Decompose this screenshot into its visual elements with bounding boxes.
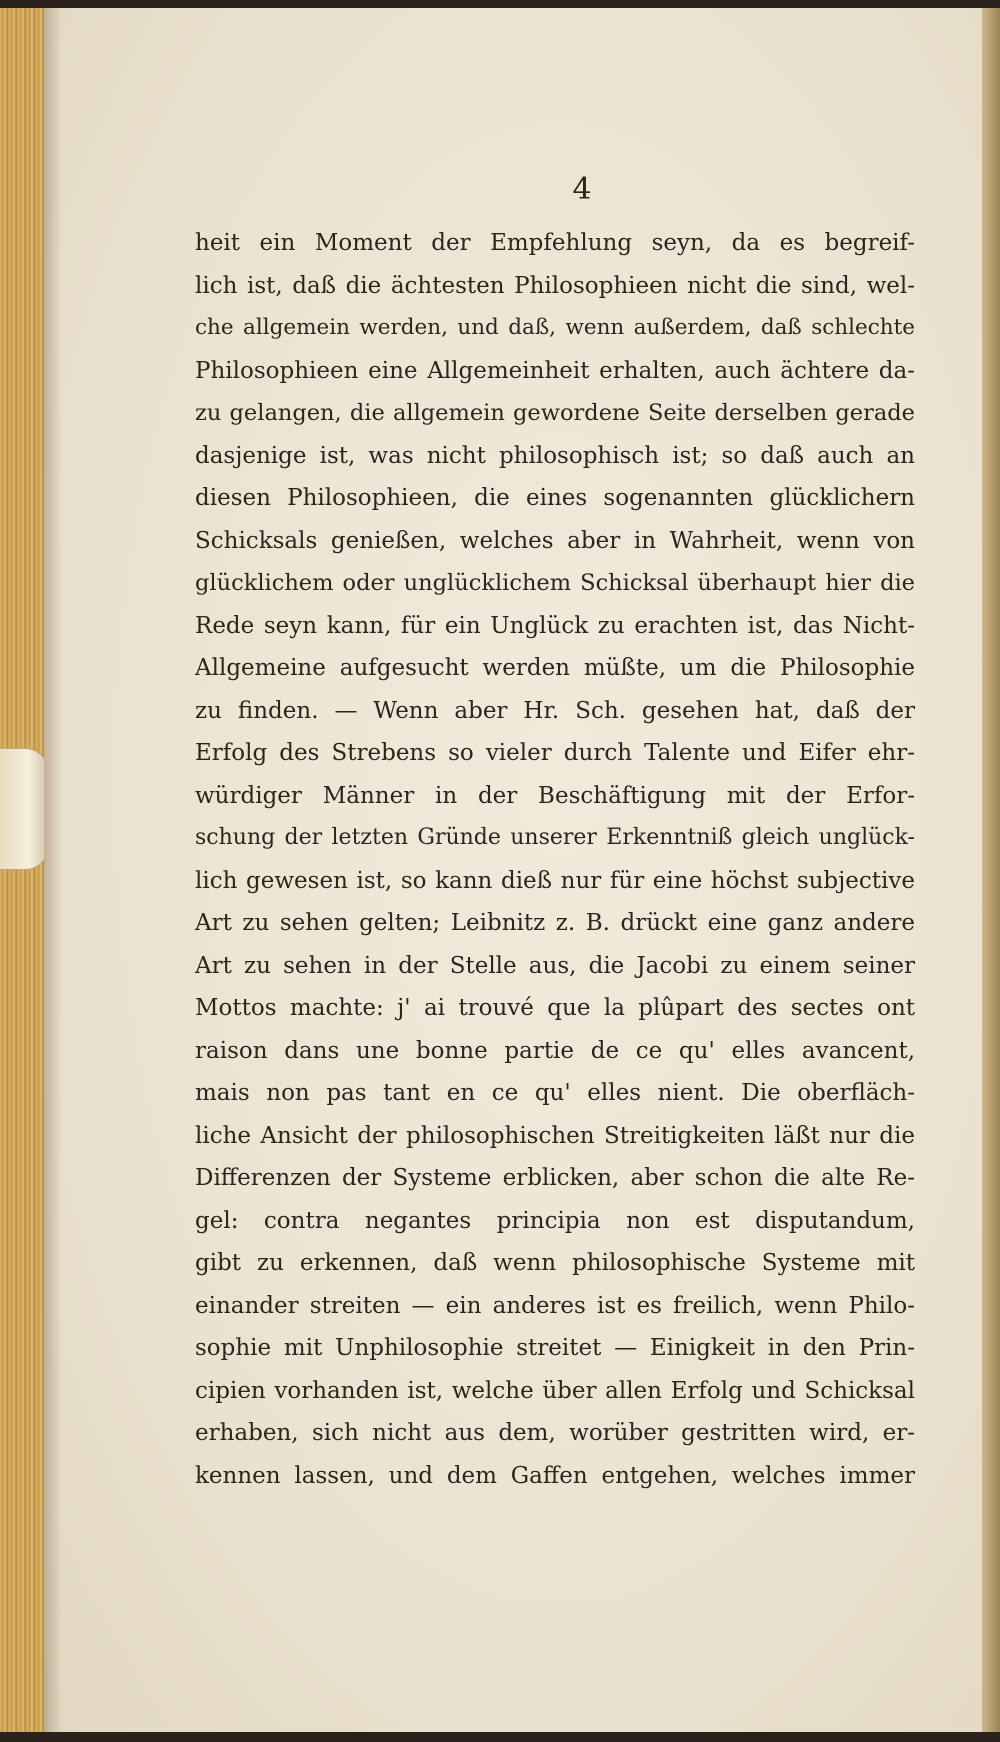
text-line: diesen Philosophieen, die eines sogenannten glücklichern — [195, 485, 915, 511]
text-line: mais non pas tant en ce qu' elles nient. Die oberfläch- — [195, 1080, 915, 1106]
text-line: heit ein Moment der Empfehlung seyn, da es begreif- — [195, 230, 915, 256]
page-clip — [0, 748, 49, 870]
text-line: Erfolg des Strebens so vieler durch Talente und Eifer ehr- — [195, 740, 915, 766]
text-line: zu gelangen, die allgemein gewordene Seite derselben gerade — [195, 400, 915, 426]
book-page-edges — [0, 8, 44, 1732]
text-line: Mottos machte: j' ai trouvé que la plûpart des sectes ont — [195, 995, 915, 1021]
text-line: Schicksals genießen, welches aber in Wahrheit, wenn von — [195, 527, 915, 554]
text-line: Art zu sehen in der Stelle aus, die Jacobi zu einem seiner — [195, 952, 915, 979]
text-line: liche Ansicht der philosophischen Streitigkeiten läßt nur die — [195, 1122, 915, 1149]
scan-bottom-edge — [0, 1732, 1000, 1742]
text-line: erhaben, sich nicht aus dem, worüber gestritten wird, er- — [195, 1420, 915, 1446]
text-line: schung der letzten Gründe unserer Erkenntniß gleich unglück- — [195, 825, 915, 850]
scan-top-edge — [0, 0, 1000, 8]
text-line: Allgemeine aufgesucht werden müßte, um die Philosophie — [195, 655, 915, 681]
text-line: raison dans une bonne partie de ce qu' elles avancent, — [195, 1037, 915, 1064]
text-line: einander streiten — ein anderes ist es freilich, wenn Philo- — [195, 1292, 915, 1319]
text-line: cipien vorhanden ist, welche über allen Erfolg und Schicksal — [195, 1377, 915, 1404]
body-text — [195, 222, 915, 1497]
gutter-shadow — [44, 8, 62, 1732]
text-line: che allgemein werden, und daß, wenn außerdem, daß schlechte — [195, 315, 915, 340]
text-line: lich gewesen ist, so kann dieß nur für eine höchst subjective — [195, 867, 915, 894]
text-line: würdiger Männer in der Beschäftigung mit der Erfor- — [195, 782, 915, 809]
text-line: zu finden. — Wenn aber Hr. Sch. gesehen hat, daß der — [195, 697, 915, 724]
text-line: kennen lassen, und dem Gaffen entgehen, welches immer — [195, 1462, 915, 1489]
text-line: Differenzen der Systeme erblicken, aber schon die alte Re- — [195, 1165, 915, 1191]
scan-right-edge — [982, 8, 1000, 1732]
text-line: Philosophieen eine Allgemeinheit erhalten, auch ächtere da- — [195, 357, 915, 384]
page-number: 4 — [572, 172, 592, 207]
text-line: lich ist, daß die ächtesten Philosophieen nicht die sind, wel- — [195, 272, 915, 299]
text-line: Art zu sehen gelten; Leibnitz z. B. drückt eine ganz andere — [195, 910, 915, 936]
text-line: glücklichem oder unglücklichem Schicksal überhaupt hier die — [195, 570, 915, 596]
text-line: gibt zu erkennen, daß wenn philosophische Systeme mit — [195, 1250, 915, 1276]
text-line: gel: contra negantes principia non est disputandum, — [195, 1207, 915, 1234]
text-line: sophie mit Unphilosophie streitet — Einigkeit in den Prin- — [195, 1335, 915, 1361]
text-line: dasjenige ist, was nicht philosophisch ist; so daß auch an — [195, 442, 915, 469]
text-line: Rede seyn kann, für ein Unglück zu erachten ist, das Nicht- — [195, 612, 915, 639]
